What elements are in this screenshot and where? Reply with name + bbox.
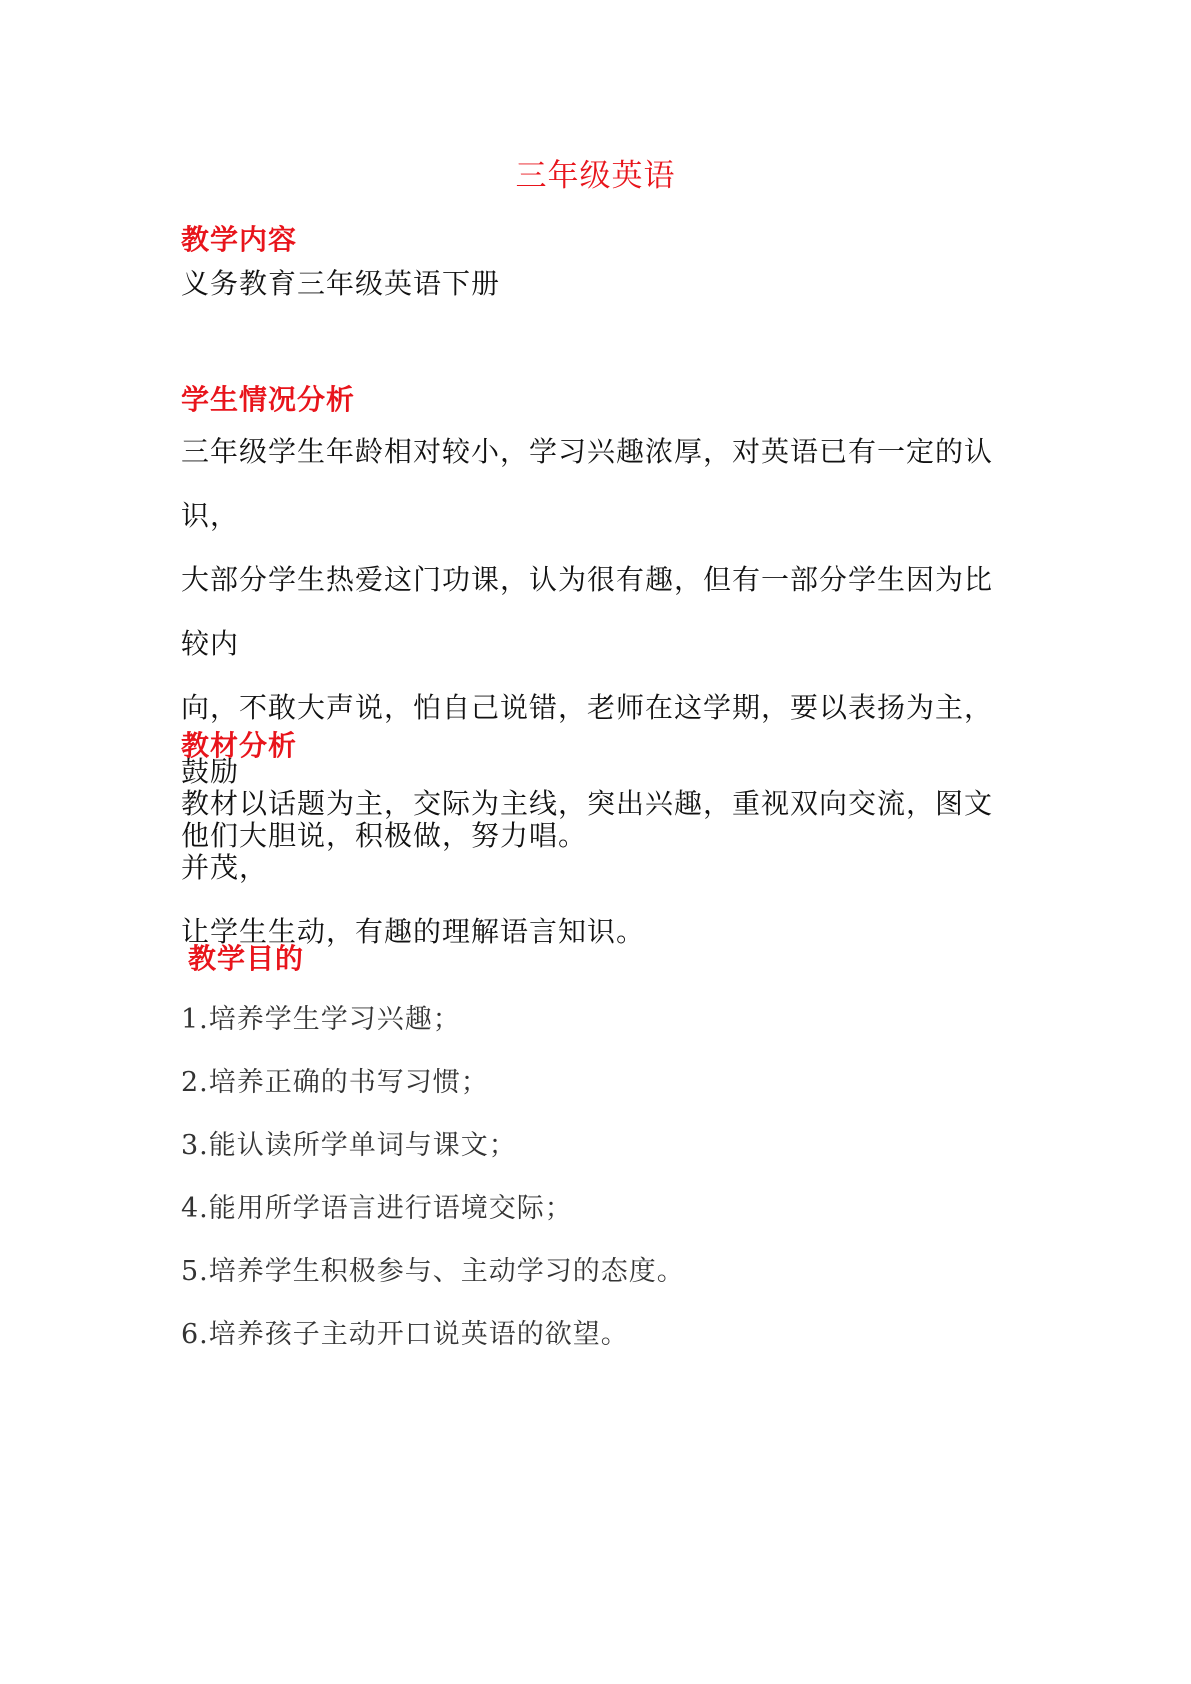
- paragraph-line: 大部分学生热爱这门功课，认为很有趣，但有一部分学生因为比较内: [181, 563, 994, 660]
- paragraph-line: 三年级学生年龄相对较小，学习兴趣浓厚，对英语已有一定的认识，: [181, 435, 994, 532]
- paragraph-line: 他们大胆说，积极做，努力唱。: [181, 819, 588, 852]
- list-item: 1.培养学生学习兴趣；: [181, 1004, 461, 1035]
- goals-list: [181, 1000, 685, 1378]
- section-body-material-analysis: [181, 772, 1021, 964]
- list-item: 6.培养孩子主动开口说英语的欲望。: [181, 1319, 629, 1350]
- paragraph-line: 向，不敢大声说，怕自己说错，老师在这学期，要以表扬为主，鼓励: [181, 691, 994, 788]
- list-item: 2.培养正确的书写习惯；: [181, 1067, 489, 1098]
- section-heading-goals: 教学目的: [188, 942, 305, 975]
- section-heading-content: 教学内容: [181, 223, 298, 256]
- paragraph-line: 让学生生动，有趣的理解语言知识。: [181, 915, 646, 948]
- section-body-content: 义务教育三年级英语下册: [181, 267, 501, 300]
- list-item: 5.培养学生积极参与、主动学习的态度。: [181, 1256, 685, 1287]
- paragraph-line: 教材以话题为主，交际为主线，突出兴趣，重视双向交流，图文并茂，: [181, 787, 994, 884]
- document-title: 三年级英语: [515, 158, 676, 194]
- section-heading-material-analysis: 教材分析: [181, 729, 298, 762]
- list-item: 4.能用所学语言进行语境交际；: [181, 1193, 573, 1224]
- list-item: 3.能认读所学单词与课文；: [181, 1130, 517, 1161]
- section-heading-student-analysis: 学生情况分析: [181, 383, 356, 416]
